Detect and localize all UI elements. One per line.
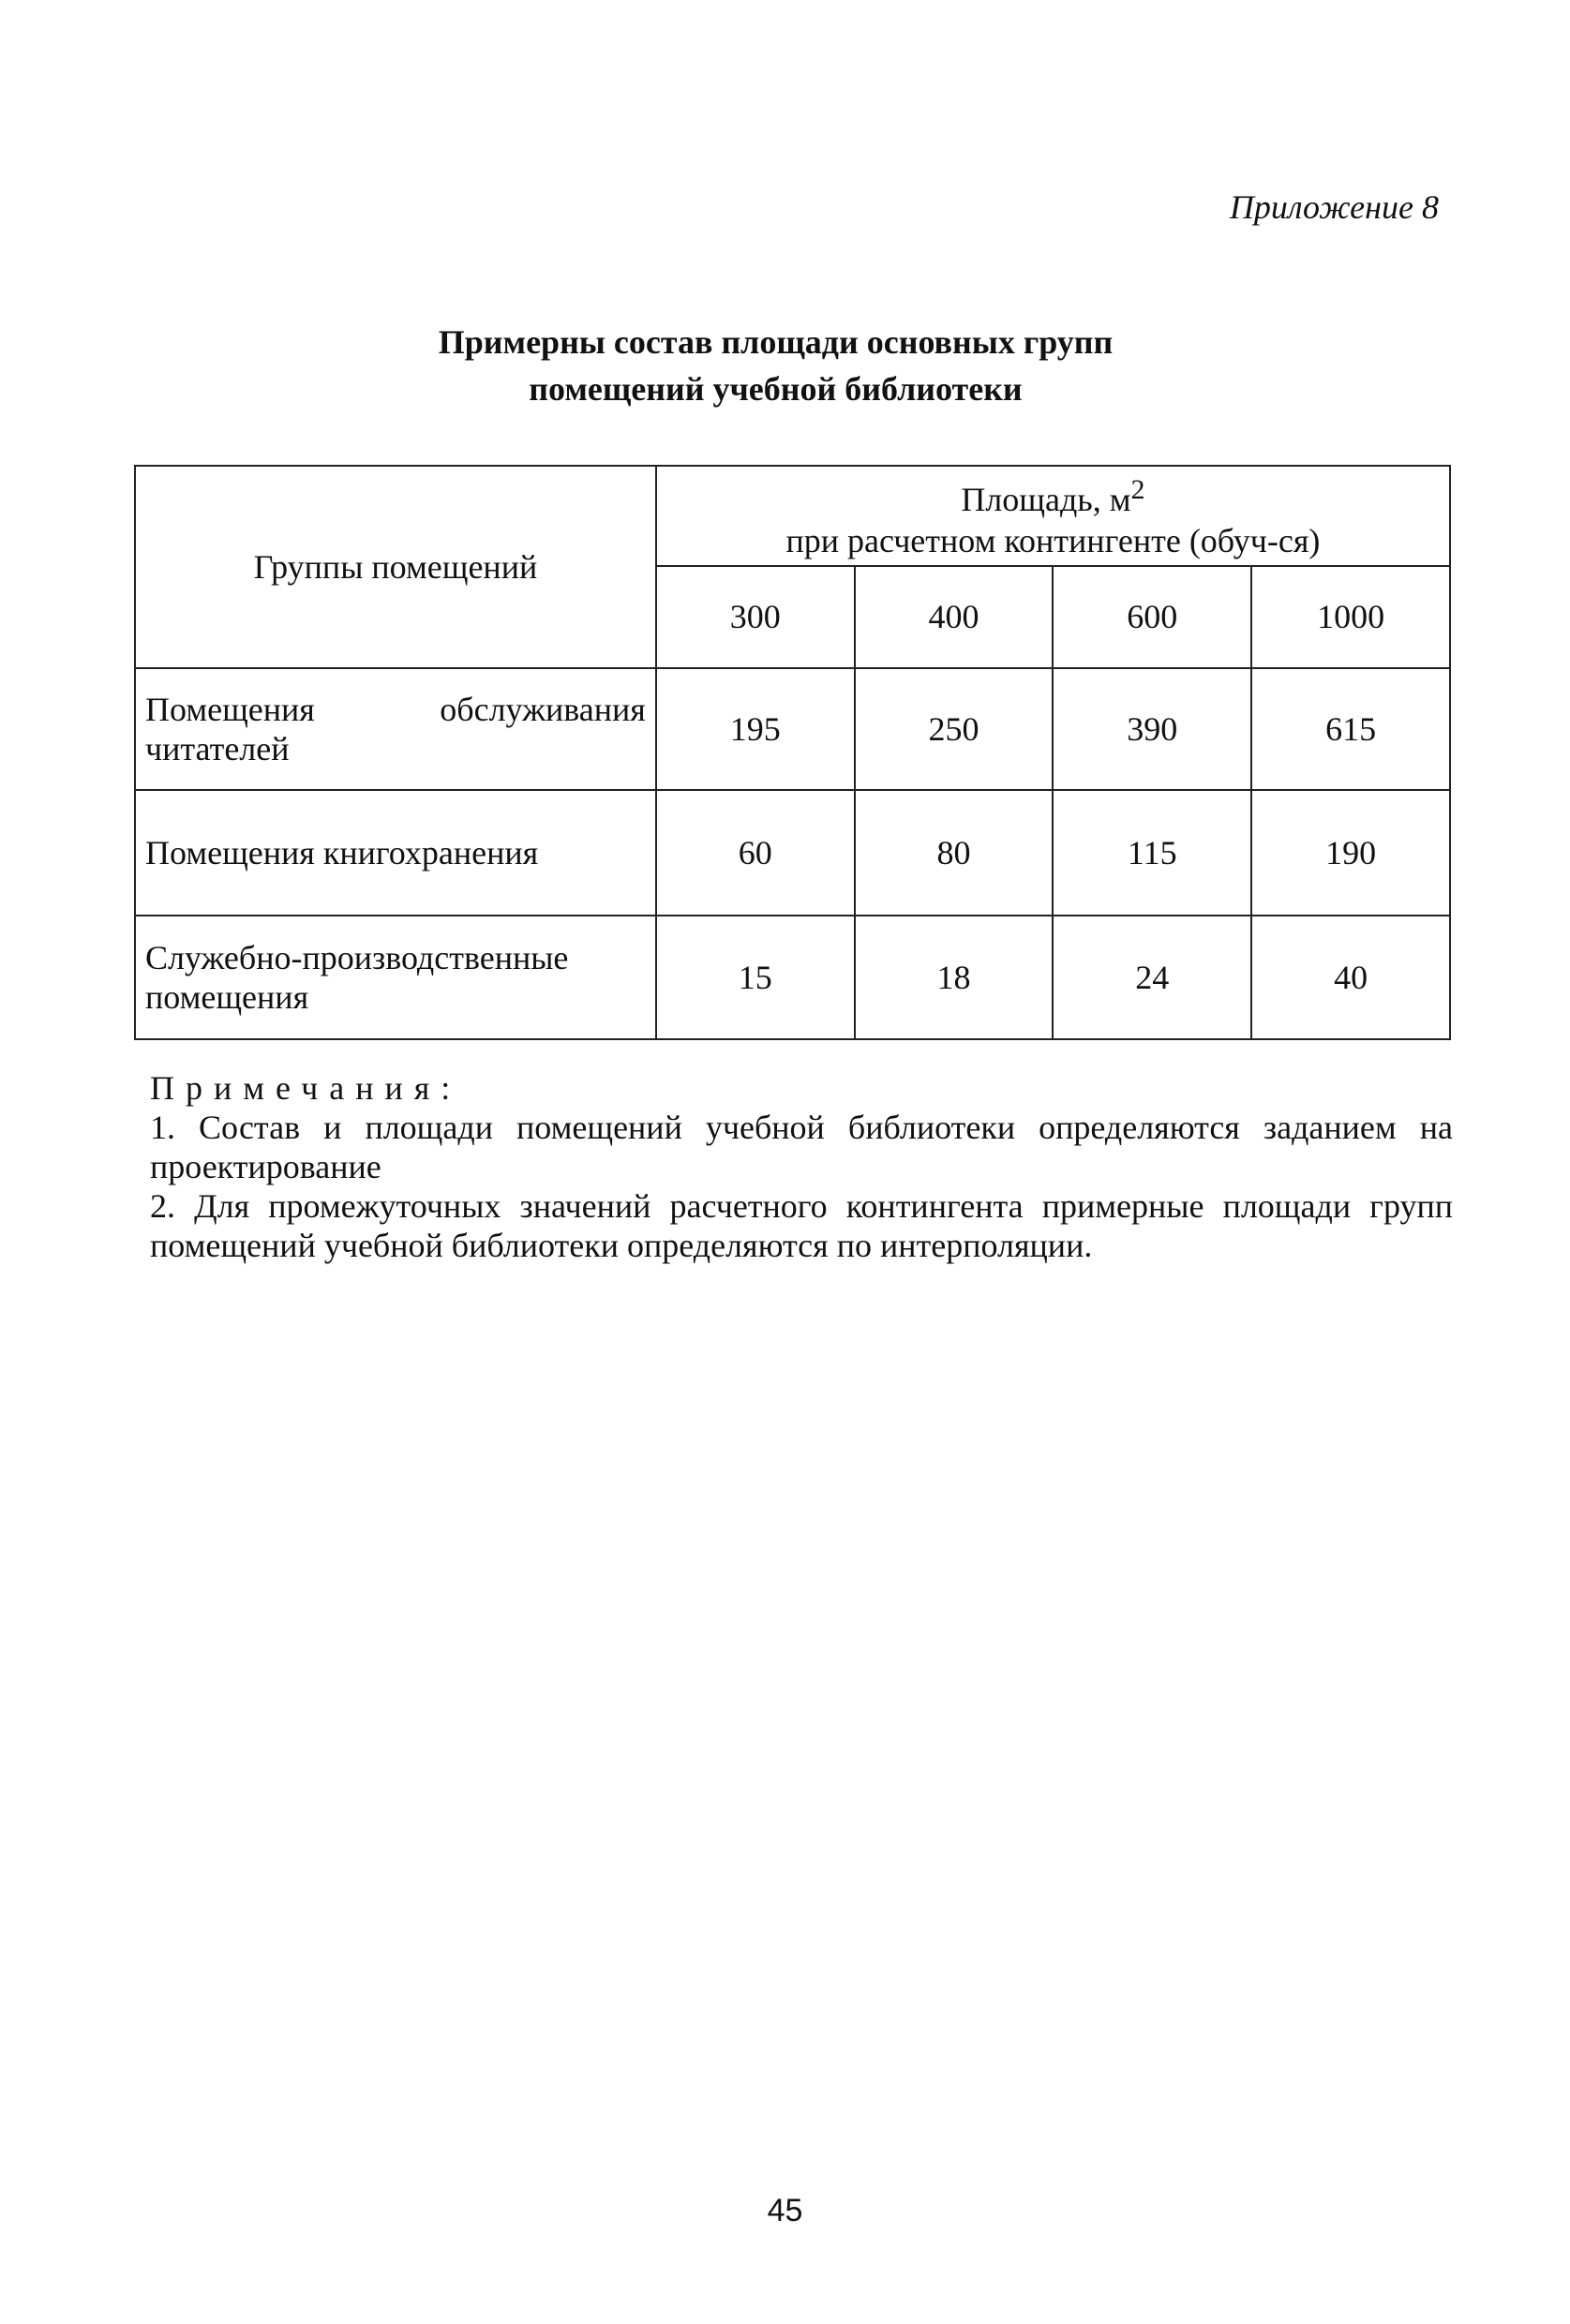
area-header-line1: Площадь, м: [961, 481, 1131, 519]
row-value: 195: [656, 668, 855, 790]
title-line-2: помещений учебной библиотеки: [529, 370, 1023, 408]
note-item-2: [150, 1186, 1453, 1265]
notes-heading: Примечания:: [150, 1069, 462, 1107]
table-row: [135, 668, 1450, 790]
row-value: 390: [1053, 668, 1251, 790]
row-value: 80: [855, 790, 1054, 916]
row-value: 190: [1251, 790, 1450, 916]
row-value: 60: [656, 790, 855, 916]
note-text: 2. Для промежуточных значений расчетного контингента примерные площади групп помещений учебной библиотеки определяются по интерполяции.: [150, 1187, 1453, 1264]
contingent-400: 400: [855, 566, 1054, 668]
area-header-line2: при расчетном контингенте (обуч-ся): [785, 522, 1321, 560]
page-number: 45: [767, 2193, 803, 2228]
area-header: [656, 466, 1450, 566]
row-value: 18: [855, 916, 1054, 1039]
group-header: Группы помещений: [135, 466, 656, 668]
area-header-sup: 2: [1130, 474, 1145, 506]
row-value: 40: [1251, 916, 1450, 1039]
area-table: [134, 465, 1451, 1040]
row-name: Помещения книгохранения: [135, 790, 656, 916]
title-line-1: Примерны состав площади основных групп: [438, 323, 1114, 361]
row-name: Помещения обслуживания читателей: [135, 668, 656, 790]
row-value: 15: [656, 916, 855, 1039]
table-row: [135, 916, 1450, 1039]
contingent-1000: 1000: [1251, 566, 1450, 668]
contingent-600: 600: [1053, 566, 1251, 668]
notes-section: [150, 1068, 1453, 1265]
note-item-1: [150, 1108, 1453, 1186]
row-name: Служебно-производственные помещения: [135, 916, 656, 1039]
row-value: 250: [855, 668, 1054, 790]
document-title: [0, 319, 1570, 412]
appendix-label: Приложение 8: [1229, 188, 1439, 226]
table-row: [135, 790, 1450, 916]
row-value: 615: [1251, 668, 1450, 790]
note-text: 1. Состав и площади помещений учебной библиотеки определяются заданием на проектирование: [150, 1109, 1453, 1185]
row-value: 115: [1053, 790, 1251, 916]
row-value: 24: [1053, 916, 1251, 1039]
contingent-300: 300: [656, 566, 855, 668]
